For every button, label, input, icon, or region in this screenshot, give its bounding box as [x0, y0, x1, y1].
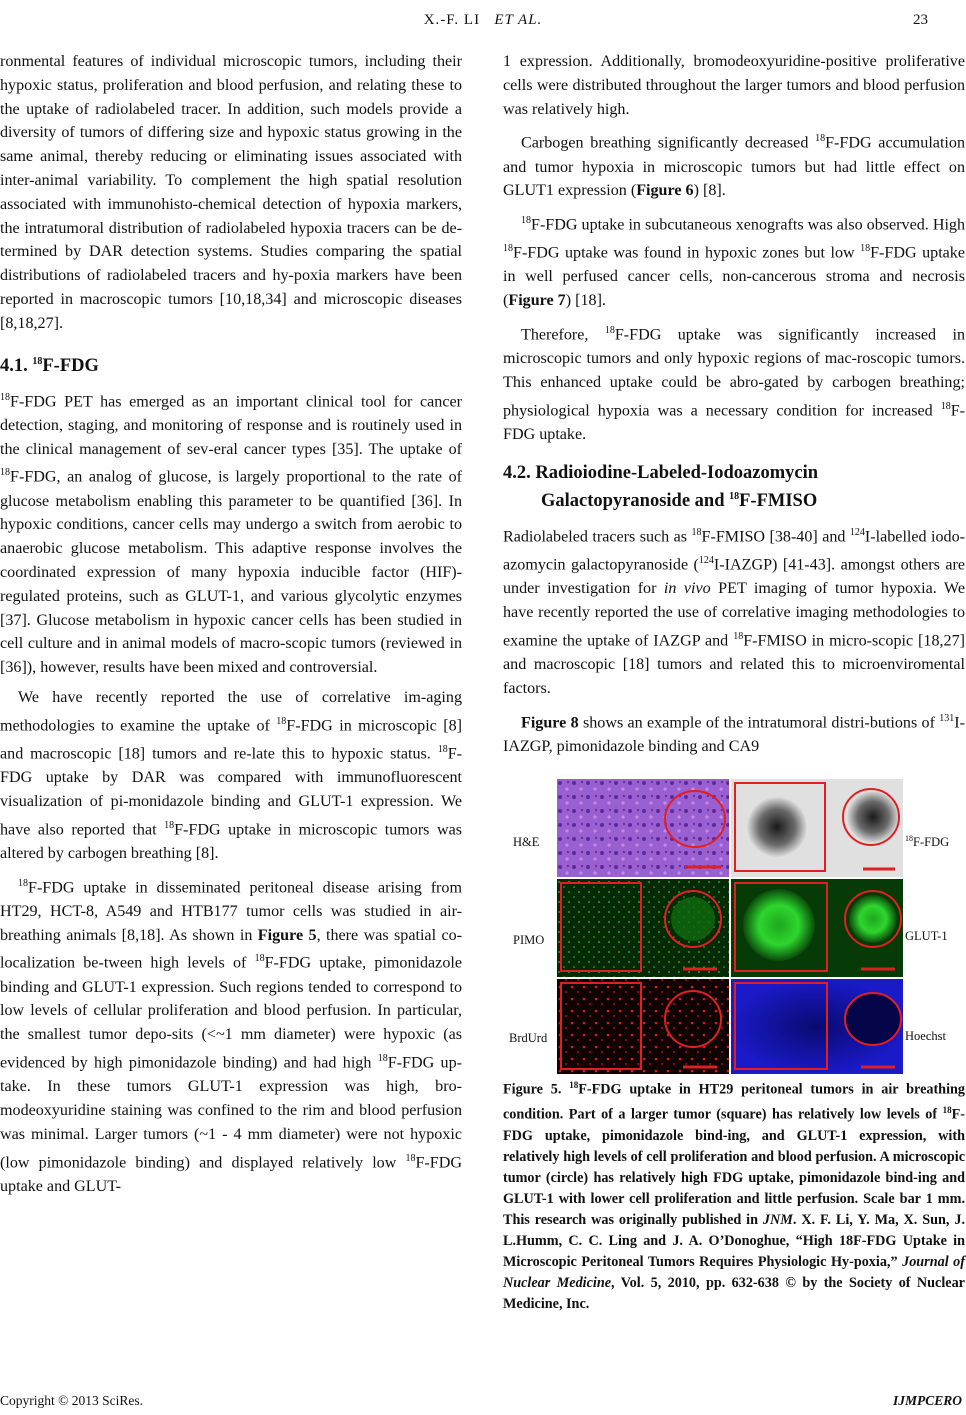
paragraph: $^{18}$F-FDG PET has emerged as an important clinical tool for cancer detection, staging, and monitoring of response and is routinely used in the clinical management of sev-eral cancer types [35]. The uptake of $^{18}$F-FDG, an analog of glucose, is largely proportional to the rate of glucose metabolism enabling this parameter to be quantified [36]. In hypoxic conditions, cancer cells may undergo a switch from aerobic to anaerobic glucose metabolism. This adaptive response involves the coordinated expression of many hypoxia inducible factor (HIF)-regulated proteins, such as GLUT-1, and various glycolytic enzymes [37]. Glucose metabolism in hypoxic cancer cells has been studied in cell culture and in animal models of macro-scopic tumors (reviewed in [36]), however, results have been mixed and controversial.	[0, 391, 462, 677]
panel-brdurd	[557, 979, 729, 1074]
paragraph: Therefore, $^{18}$F-FDG uptake was significantly increased in microscopic tumors and only hypoxic regions of mac-roscopic tumors. This enhanced uptake could be abro-gated by carbogen breathing; physiological hypoxia was a necessary condition for increased $^{18}$F-FDG uptake.	[503, 325, 966, 443]
label-brdurd: BrdUrd	[509, 1030, 548, 1045]
journal-name: IJMPCERO	[892, 1393, 962, 1408]
page-number: 23	[913, 12, 928, 28]
paragraph: Radiolabeled tracers such as $^{18}$F-FMISO [38-40] and $^{124}$I-labelled iodo-azomycin galactopyranoside ($^{124}$I-IAZGP) [41-43]. amongst others are under investigation for in vivo PET imaging of tumor hypoxia. We have recently reported the use of correlative imaging methodologies to examine the uptake of IAZGP and $^{18}$F-FMISO in micro-scopic [18,27] and macroscopic [18] tumors and related this to microenviromental factors.	[503, 526, 966, 697]
page-footer	[0, 1393, 966, 1413]
paragraph: $^{18}$F-FDG uptake in disseminated peritoneal disease arising from HT29, HCT-8, A549 and HTB177 tumor cells was studied in air-breathing animals [8,18]. As shown in Figure 5, there was spatial co-localization be-tween high levels of $^{18}$F-FDG uptake, pimonidazole binding and GLUT-1 expression. Such regions tended to correspond to low levels of cellular proliferation and blood perfusion. In particular, the smallest tumor depo-sits (<~1 mm diameter) were hypoxic (as evidenced by high pimonidazole binding) and had high $^{18}$F-FDG up-take. In these tumors GLUT-1 expression was high, bro-modeoxyuridine staining was confined to the rim and blood perfusion was minimal. Larger tumors (~1 - 4 mm diameter) were not hypoxic (low pimonidazole binding) and displayed relatively low $^{18}$F-FDG uptake and GLUT-	[0, 877, 463, 1195]
panel-grid	[557, 779, 903, 1074]
panel-he	[557, 779, 729, 877]
running-title: X.-F. LI ET AL.	[423, 12, 543, 28]
label-glut: GLUT-1	[905, 928, 948, 943]
paragraph: $^{18}$F-FDG uptake in subcutaneous xenografts was also observed. High $^{18}$F-FDG uptake was found in hypoxic zones but low $^{18}$F-FDG uptake in well perfused cancer cells, non-cancerous stroma and necrosis (Figure 7) [18].	[503, 215, 966, 310]
figure-5	[503, 771, 965, 1061]
right-column	[503, 50, 965, 1315]
paragraph: 1 expression. Additionally, bromodeoxyuridine-positive proliferative cells were distributed throughout the larger tumors and blood perfusion was relatively high.	[503, 53, 965, 118]
paragraph: We have recently reported the use of correlative im-aging methodologies to examine the uptake of $^{18}$F-FDG in microscopic [8] and macroscopic [18] tumors and re-late this to hypoxic status. $^{18}$F-FDG uptake by DAR was compared with immunofluorescent visualization of pi-monidazole binding and GLUT-1 expression. We have also reported that $^{18}$F-FDG uptake in microscopic tumors was altered by carbogen breathing [8].	[0, 689, 463, 862]
panel-pimo	[557, 879, 729, 977]
section-heading-4-2: 4.2. Radioiodine-Labeled-Iodoazomycin Galactopyranoside and $^{18}$F-FMISO	[503, 462, 819, 511]
label-he: H&E	[513, 834, 540, 849]
panel-glut	[731, 879, 903, 977]
panel-fdg	[731, 779, 903, 877]
label-pimo: PIMO	[513, 932, 545, 947]
paragraph: Figure 8 shows an example of the intratumoral distri-butions of $^{131}$I-IAZGP, pimonidazole binding and CA9	[503, 712, 965, 755]
left-column	[0, 50, 462, 1198]
panel-hoechst	[731, 979, 903, 1074]
running-header	[0, 12, 966, 34]
copyright: Copyright © 2013 SciRes.	[0, 1393, 144, 1408]
paragraph: ronmental features of individual microscopic tumors, including their hypoxic status, proliferation and blood perfusion, and relating these to the uptake of radiolabeled tracer. In addition, such models provide a diversity of tumors of differing size and hypoxic status growing in the same animal, thereby reducing or eliminating issues associated with inter-animal variability. To complement the high spatial resolution associated with immunohisto-chemical detection of hypoxia markers, the intratumoral distribution of radiolabeled hypoxia tracers can be de-termined by DAR detection systems. Studies comparing the spatial distributions of radiolabeled tracers and hy-poxia markers have been reported in macroscopic tumors [10,18,34] and microscopic diseases [8,18,27].	[0, 53, 462, 332]
section-heading-4-1: 4.1. $^{18}$F-FDG	[0, 355, 99, 376]
paragraph: Carbogen breathing significantly decreased $^{18}$F-FDG accumulation and tumor hypoxia in microscopic tumors but had little effect on GLUT1 expression (Figure 6) [8].	[503, 133, 965, 200]
label-fdg: $^{18}$F-FDG	[905, 833, 950, 849]
label-hoechst: Hoechst	[905, 1028, 946, 1043]
figure-caption: Figure 5. $^{18}$F-FDG uptake in HT29 peritoneal tumors in air breathing condition. Part of a larger tumor (square) has relatively low levels of $^{18}$F-FDG uptake, pimonidazole bind-ing, and GLUT-1 expression, with relatively high levels of cell proliferation and blood perfusion. A microscopic tumor (circle) has relatively high FDG uptake, pimonidazole bind-ing and GLUT-1 with lower cell proliferation and little perfusion. Scale bar 1 mm. This research was originally published in JNM. X. F. Li, Y. Ma, X. Sun, J. L.Humm, C. C. Ling and J. A. O’Donoghue, “High 18F-FDG Uptake in Microscopic Peritoneal Tumors Requires Physiologic Hy-poxia,” Journal of Nuclear Medicine, Vol. 5, 2010, pp. 632-638 © by the Society of Nuclear Medicine, Inc.	[503, 1079, 965, 1312]
